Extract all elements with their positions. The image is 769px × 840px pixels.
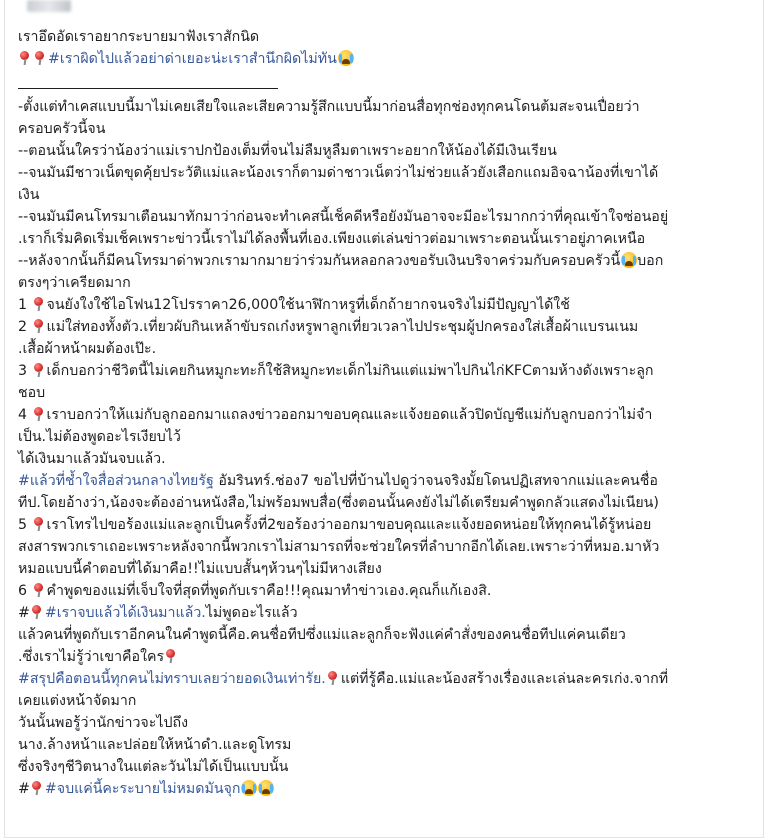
post-text: ซึ่งจริงๆชีวิตนางในแต่ละวันไม่ได้เป็นแบบนั้น xyxy=(18,759,289,775)
post-text: เราอึดอัดเราอยากระบายมาฟังเราสักนิด xyxy=(18,29,260,45)
post-text: ชอบ xyxy=(18,385,46,401)
post-line xyxy=(18,184,756,206)
post-line xyxy=(18,162,756,184)
post-text: ตรงๆว่าเครียดมาก xyxy=(18,275,131,291)
post-text: คำพูดของแม่ที่เจ็บใจที่สุดที่พูดกับเราคือ!!!คุณมาทำข่าวเอง.คุณก็แก้เองสิ. xyxy=(46,583,492,599)
post-text: เคยแต่งหน้าจัดมาก xyxy=(18,693,137,709)
pushpin-icon xyxy=(32,407,46,421)
post-text: จนยังใงใช้ไอโฟน12โปรราคา26,000ใช้นาฬิกาหรูที่เด็กถ้ายากจนจริงไม่มีปัญญาได้ใช้ xyxy=(46,297,570,313)
post-line xyxy=(18,250,756,272)
post-text: หมอแบบนี้คำตอบที่ได้มาคือ!!ไม่แบบสั้นๆห้วนๆไม่มีหางเสียง xyxy=(18,561,382,577)
pushpin-icon xyxy=(30,781,44,795)
pushpin-icon xyxy=(32,363,46,377)
pushpin-icon xyxy=(32,517,46,531)
post-text: ทีป.โดยอ้างว่า,น้องจะต้องอ่านหนังสือ,ไม่พร้อมพบสื่อ(ซึ่งตอนนั้นคงยังไม่ได้เตรียมคำพูดกลัวแสดงไม่เนียน) xyxy=(18,495,659,511)
post-line xyxy=(18,360,756,382)
post-line xyxy=(18,316,756,338)
post-text: บอก xyxy=(637,253,664,269)
post-line xyxy=(18,294,756,316)
post-line xyxy=(18,74,756,96)
post-line xyxy=(18,470,756,492)
post-text: .เสื้อผ้าหน้าผมต้องเป๊ะ. xyxy=(18,341,157,357)
post-line xyxy=(18,514,756,536)
post-text: --หลังจากนั้นก็มีคนโทรมาด่าพวกเรามากมายว่าร่วมกันหลอกลวงขอรับเงินบริจาคร่วมกับครอบครัวนี้ xyxy=(18,253,621,269)
post-text: แม่ใส่ทองทั้งตัว.เที่ยวผับกินเหล้าขับรถเก๋งหรูพาลูกเที่ยวเวลาไปประชุมผู้ปกครองใส่เสื้อผ้าแบรนเนม xyxy=(46,319,639,335)
post-line xyxy=(18,382,756,404)
post-line xyxy=(18,646,756,668)
separator-line xyxy=(18,80,278,89)
post-text: 2 xyxy=(18,319,32,335)
post-line xyxy=(18,272,756,294)
post-line xyxy=(18,492,756,514)
post-text: ไม่พูดอะไรแล้ว xyxy=(205,605,298,621)
post-line xyxy=(18,690,756,712)
pushpin-icon xyxy=(326,671,340,685)
post-line xyxy=(18,206,756,228)
post-text: 6 xyxy=(18,583,32,599)
post-text: 3 xyxy=(18,363,32,379)
post-text: --จนมันมีคนโทรมาเตือนมาทักมาว่าก่อนจะทำเคสนี้เช็คดีหรือยังมันอาจจะมีอะไรมากกว่าที่คุณเข้าใจซ่อนอยู่ xyxy=(18,209,669,225)
pushpin-icon xyxy=(164,649,178,663)
post-text: .เราก็เริ่มคิดเริ่มเช็คเพราะข่าวนี้เราไม่ได้ลงพื้นที่เอง.เพียงแต่เล่นข่าวต่อมาเพราะตอนนั้นเราอยู่ภาคเหนือ xyxy=(18,231,646,247)
post-line xyxy=(18,558,756,580)
post-text: เด็กบอกว่าชีวิตนี้ไม่เคยกินหมูกะทะก็ใช้สิหมูกะทะเด็กไม่กินแต่แม่พาไปกินไก่KFCตามห้างดังเพราะลูก xyxy=(46,363,654,379)
post-line xyxy=(18,536,756,558)
post-line xyxy=(18,580,756,602)
pushpin-icon xyxy=(33,51,47,65)
post-line xyxy=(18,404,756,426)
pushpin-icon xyxy=(32,583,46,597)
post-line xyxy=(18,624,756,646)
post-text: 4 xyxy=(18,407,32,423)
pushpin-icon xyxy=(30,605,44,619)
crying-face-icon xyxy=(621,252,637,268)
post-line xyxy=(18,26,756,48)
post-body xyxy=(18,26,756,800)
post-text: # xyxy=(18,605,30,621)
hashtag-link[interactable]: #แล้วที่ช้ำใจสื่อส่วนกลางไทยรัฐ xyxy=(18,473,214,489)
post-text: 1 xyxy=(18,297,32,313)
post-text: ครอบครัวนี้จน xyxy=(18,121,106,137)
post-text: แต่ที่รู้คือ.แม่และน้องสร้างเรื่องและเล่นละครเก่ง.จากที่ xyxy=(340,671,669,687)
post-text: เป็น.ไม่ต้องพูดอะไรเงียบไว้ xyxy=(18,429,181,445)
post-line xyxy=(18,668,756,690)
post-line xyxy=(18,48,756,70)
post-text: เงิน xyxy=(18,187,40,203)
post-text: --จนมันมีชาวเน็ตขุดคุ้ยประวัติแม่และน้องเราก็ตามด่าชาวเน็ตว่าไม่ช่วยแล้วยังเสือกแถมอิจฉาน้องที่เขาได้ xyxy=(18,165,659,181)
post-text: แล้วคนที่พูดกับเราอีกคนในคำพูดนี้คือ.คนชื่อทีปซึ่งแม่และลูกก็จะฟังแค่คำสั่งของคนชื่อทีปแค่คนเดียว xyxy=(18,627,626,643)
post-line xyxy=(18,756,756,778)
hashtag-link[interactable]: #เราจบแล้วได้เงินมาแล้ว. xyxy=(44,605,206,621)
post-line xyxy=(18,734,756,756)
crying-face-icon xyxy=(258,780,274,796)
post-text: อัมรินทร์.ช่อง7 ขอไปที่บ้านไปดูว่าจนจริงมั้ยโดนปฏิเสทจากแม่และคนชื่อ xyxy=(213,473,658,489)
pushpin-icon xyxy=(18,51,32,65)
post-line xyxy=(18,602,756,624)
post-line xyxy=(18,338,756,360)
post-text: .ซึ่งเราไม่รู้ว่าเขาคือใคร xyxy=(18,649,165,665)
post-line xyxy=(18,448,756,470)
post-line xyxy=(18,778,756,800)
post-line xyxy=(18,140,756,162)
post-line xyxy=(18,228,756,250)
post-text: เราบอกว่าให้แม่กับลูกออกมาแถลงข่าวออกมาขอบคุณและแจ้งยอดแล้วปิดบัญชีแม่กับลูกบอกว่าไม่จำ xyxy=(46,407,653,423)
author-name-blurred xyxy=(27,0,71,12)
hashtag-link[interactable]: #เราผิดไปแล้วอย่าด่าเยอะน่ะเราสำนึกผิดไม่ทัน xyxy=(48,51,337,67)
post-line xyxy=(18,118,756,140)
hashtag-link[interactable]: #สรุปคือตอนนี้ทุกคนไม่ทราบเลยว่ายอดเงินเท่ารัย. xyxy=(18,671,326,687)
post-text: ได้เงินมาแล้วมันจบแล้ว. xyxy=(18,451,166,467)
crying-face-icon xyxy=(241,780,257,796)
hashtag-link[interactable]: #จบแค่นี้คะระบายไม่หมดมันจุก xyxy=(44,781,241,797)
post-text: -ตั้งแต่ทำเคสแบบนี้มาไม่เคยเสียใจและเสียความรู้สึกแบบนี้มาก่อนสื่อทุกช่องทุกคนโดนต้มสะจนเปื่อยว่า xyxy=(18,99,640,115)
post-text: # xyxy=(18,781,30,797)
post-text: วันนั้นพอรู้ว่านักข่าวจะไปถึง xyxy=(18,715,189,731)
post-line xyxy=(18,96,756,118)
post-text: เราโทรไปขอร้องแม่และลูกเป็นครั้งที่2ขอร้องว่าออกมาขอบคุณและแจ้งยอดหน่อยให้ทุกคนได้รู้หน่อย xyxy=(46,517,652,533)
pushpin-icon xyxy=(32,319,46,333)
crying-face-icon xyxy=(338,50,354,66)
post-text: --ตอนนั้นใครว่าน้องว่าแม่เราปกป้องเต็มที่จนไม่ลืมหูลืมตาเพราะอยากให้น้องได้มีเงินเรียน xyxy=(18,143,557,159)
pushpin-icon xyxy=(32,297,46,311)
post-line xyxy=(18,426,756,448)
post-text: 5 xyxy=(18,517,32,533)
post-text: สงสารพวกเราเถอะเพราะหลังจากนี้พวกเราไม่สามารถที่จะช่วยใครที่ลำบากอีกได้เลย.เพราะว่าที่หมอ.มาหัว xyxy=(18,539,660,555)
post-text: นาง.ล้างหน้าและปล่อยให้หน้าดำ.และดูโทรม xyxy=(18,737,292,753)
post-line xyxy=(18,712,756,734)
